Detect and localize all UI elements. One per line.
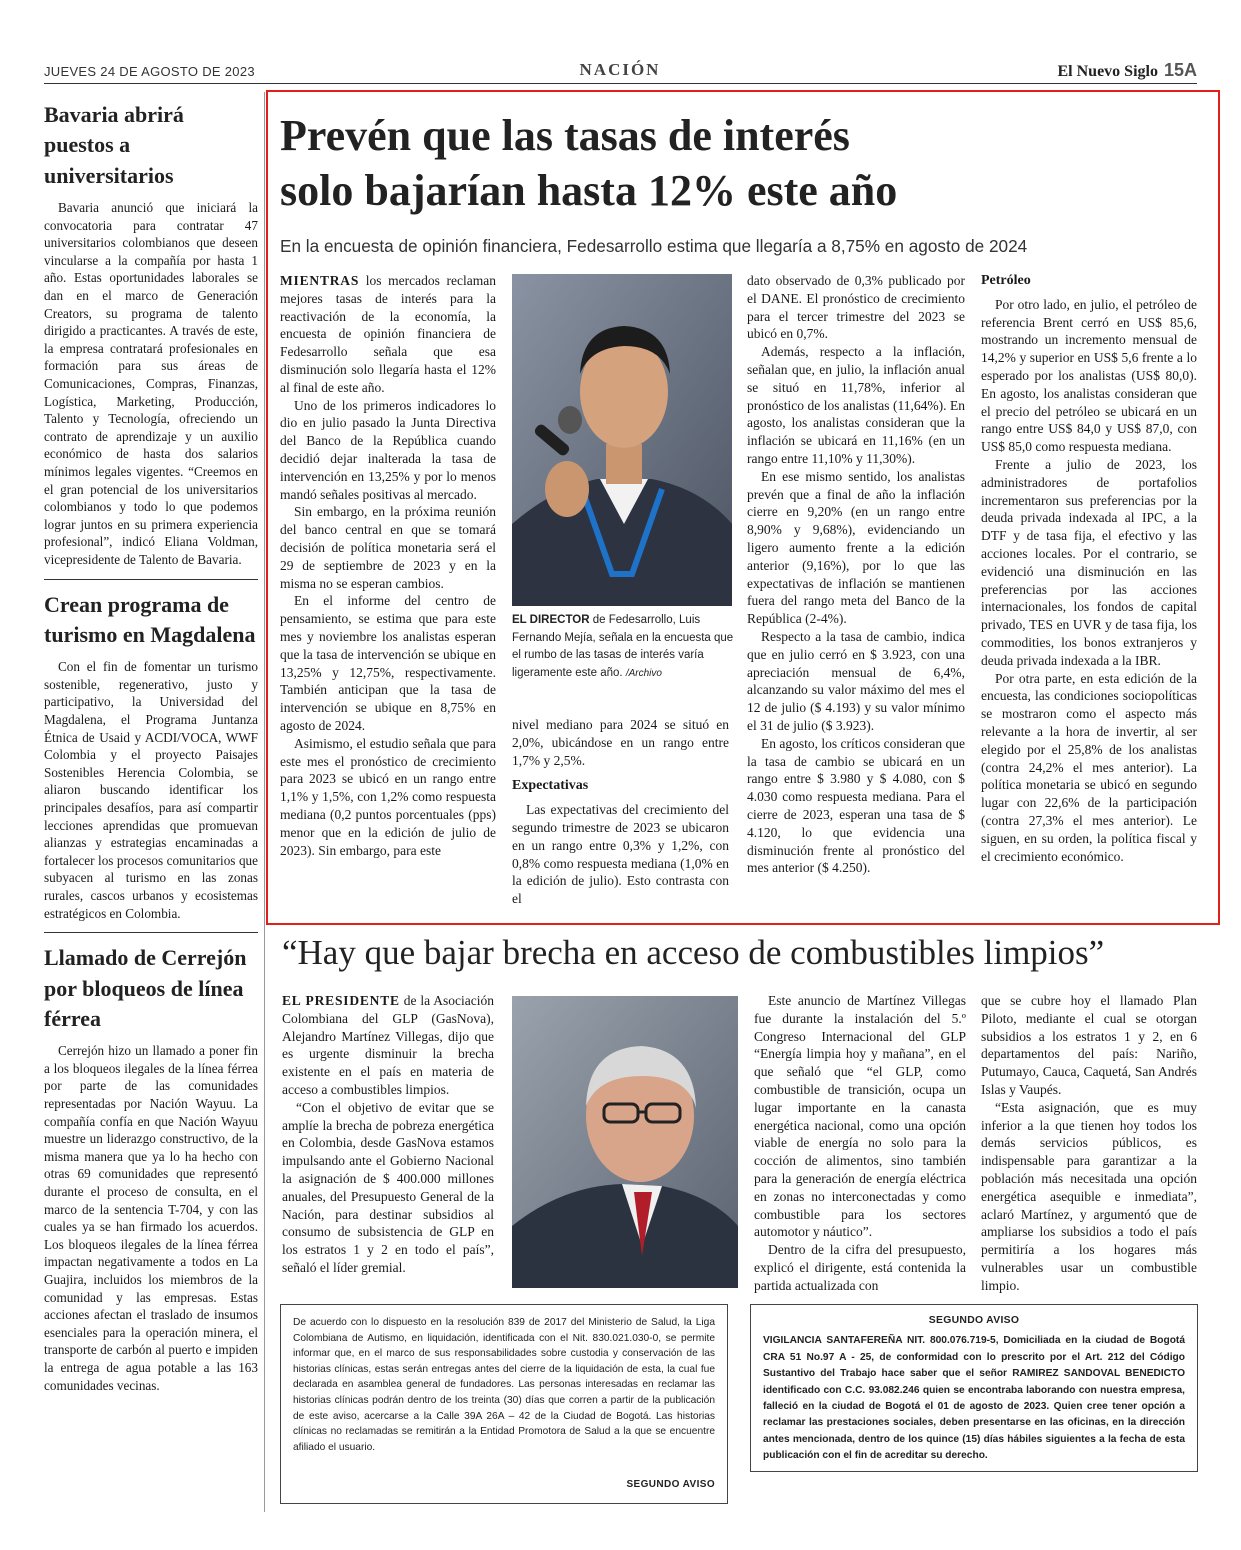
- brief-cerrejon: [44, 943, 258, 1394]
- paragraph: Por otro lado, en julio, el petróleo de referencia Brent cerró en US$ 85,6, mostrando un incremento mensual de 14,2% y superior en US$ 5,6 frente a lo esperado por los analistas (US$ 80,0). En agosto, los analistas consideran que el precio del petróleo se ubicará en un rango entre US$ 84,0 y US$ 87,0, con US$ 85,0 como respuesta mediana.: [981, 296, 1197, 455]
- article-column-2: [512, 716, 729, 908]
- caption-kicker: EL DIRECTOR: [512, 614, 590, 626]
- brief-body: Con el fin de fomentar un turismo sostenible, regenerativo, justo y participativo, la Universidad del Magdalena, el Programa Juntanza Étnica de Usaid y ACDI/VOCA, WWF Colombia y el proyecto Paisajes Sostenibles Herencia Colombia, se aliaron buscando identificar los principales desafíos, para así compartir lecciones aprendidas que promuevan alianzas y estrategias encaminadas a fortalecer los procesos comunitarios que subyacen al turismo en las zonas rurales, cascos urbanos y ecosistemas estratégicos en Colombia.: [44, 659, 258, 921]
- director-photo-illustration: [512, 274, 732, 606]
- article2-column-2: [754, 992, 966, 1295]
- lead-paragraph: EL PRESIDENTE de la Asociación Colombiana del GLP (GasNova), Alejandro Martínez Villegas, dijo que es urgente disminuir la brecha existente en el país en materia de acceso a combustibles limpios.: [282, 993, 494, 1097]
- paragraph: Además, respecto a la inflación, señalan que, en julio, la inflación anual se situó en 11,78%, inferior al pronóstico de los analistas (11,64%). En agosto, los analistas consideran que la inflación se ubicará en 11,16% (en un rango entre 11,10% y 11,30%).: [747, 344, 965, 466]
- article2-column-3: [981, 992, 1197, 1295]
- article-headline: [280, 108, 1200, 219]
- paragraph: En ese mismo sentido, los analistas prevén que a final de año la inflación cierre en 9,20% (en un rango entre 8,90% y 9,68%), evidenciando un ligero aumento frente a la edición anterior (9,16%), por lo que las expectativas de inflación se mantienen fuera del rango meta del Banco de la República (2-4%).: [747, 468, 965, 627]
- photo-director: [512, 274, 732, 606]
- notice-body: De acuerdo con lo dispuesto en la resolución 839 de 2017 del Ministerio de Salud, la Liga Colombiana de Autismo, en liquidación, identificada con el Nit. 830.021.030-0, se permite informar que, en el marco de sus responsabilidades sobre custodia y conservación de las historias clínicas, estas serán entregas antes del cierre de la liquidación de esta, la cual fue declarada en asamblea general de fundadores. Las personas interesadas en reclamar las historias clínicas podrán dentro de los treinta (30) días que corren a partir de la publicación de este aviso, acercarse a la Calle 39A 26A – 42 de la Ciudad de Bogotá. Las historias clínicas no reclamadas se remitirán a la Entidad Promotora de Salud a la que se encuentre afiliado el usuario.: [293, 1317, 715, 1453]
- article-column-3: [747, 272, 965, 877]
- notice-body: VIGILANCIA SANTAFEREÑA NIT. 800.076.719-5, Domiciliada en la ciudad de Bogotá CRA 51 No.97 A - 25, de conformidad con lo prescrito por el Art. 212 del Código Sustantivo del Trabajo hace saber que el señor RAMIREZ SANDOVAL BENEDICTO identificado con C.C. 93.082.246 quien se encontraba laborando con nuestra empresa, falleció en la ciudad de Bogotá el 01 de agosto de 2023. Quien cree tener opción a reclamar las prestaciones sociales, deben presentarse en las oficinas, en la dirección antes mencionada, dentro de los quince (15) días hábiles siguientes a la fecha de esta publicación con el fin de acreditar su derecho.: [763, 1335, 1185, 1462]
- lead-kicker: MIENTRAS: [280, 273, 360, 288]
- headline-line-1: Prevén que las tasas de interés: [280, 111, 850, 160]
- president-photo-illustration: [512, 996, 738, 1288]
- article-column-1: [280, 272, 496, 859]
- brief-title: Crean programa de turismo en Magdalena: [44, 591, 256, 647]
- article-subtitle: En la encuesta de opinión financiera, Fedesarrollo estima que llegaría a 8,75% en agosto de 2024: [280, 236, 1028, 256]
- brief-body: Cerrejón hizo un llamado a poner fin a los bloqueos ilegales de la línea férrea por parte de las comunidades representadas por Nación Wayuu. La compañía confía en que Nación Wayuu muestre un liderazgo constructivo, de la misma manera que ya lo ha hecho con otras 69 comunidades que representó durante el proceso de consulta, en el marco de la sentencia T-704, y con las cuales ya se han firmado los acuerdos. Los bloqueos ilegales de la línea férrea impactan negativamente a todos en La Guajira, incluidos los miembros de la comunidad y las empresas. Estas acciones afectan el traslado de insumos esenciales para la operación minera, el transporte de carbón al puerto e impiden la entrega de agua potable a las 163 comunidades vecinas.: [44, 1043, 258, 1393]
- paragraph: dato observado de 0,3% publicado por el DANE. El pronóstico de crecimiento para el tercer trimestre del 2023 se ubicó en 0,7%.: [747, 273, 965, 342]
- lead-kicker: EL PRESIDENTE: [282, 993, 400, 1008]
- paragraph: que se cubre hoy el llamado Plan Piloto, mediante el cual se otorgan subsidios a los estratos 1 y 2, en 6 departamentos del país: Nariño, Putumayo, Cauca, Caquetá, San Andrés Islas y Vaupés.: [981, 993, 1197, 1097]
- brief-turismo: [44, 590, 258, 923]
- legal-notice-autism-league: [280, 1304, 728, 1504]
- legal-notice-vigilancia: [750, 1304, 1198, 1472]
- lead-paragraph: MIENTRAS los mercados reclaman mejores tasas de interés para la reactivación de la economía, la encuesta de opinión financiera de Fedesarrollo señala que esa disminución solo llegaría hasta el 12% al final de este año.: [280, 273, 496, 395]
- page-number: 15A: [1163, 60, 1197, 80]
- paragraph: Uno de los primeros indicadores lo dio en julio pasado la Junta Directiva del Banco de la República cuando decidió dejar inalterada la tasa de intervención en 13,25% y por lo menos mandó señales positivas al mercado.: [280, 397, 496, 502]
- paragraph: Este anuncio de Martínez Villegas fue durante la instalación del 5.º Congreso Internacional del GLP “Energía limpia hoy y mañana”, en el que señaló que “el GLP, como combustible de transición, ocupa un lugar importante en la canasta energética nacional, como una opción viable de energía no solo para la cocción de alimentos, sino también para la generación de energía eléctrica en zonas no interconectadas y como combustible para los sectores automotor y náutico”.: [754, 993, 966, 1240]
- paragraph: Asimismo, el estudio señala que para este mes el pronóstico de crecimiento para 2023 se ubicó en un rango entre 1,1% y 1,5%, con 1,2% como respuesta mediana (0,2 puntos porcentuales (pps) menor que en la edición de julio de 2023). Sin embargo, para este: [280, 735, 496, 858]
- paragraph: Las expectativas del crecimiento del segundo trimestre de 2023 se ubicaron en un rango entre 0,3% y 1,2%, con 0,8% como respuesta mediana (1,0% en la edición de julio). Esto contrasta con el: [512, 802, 729, 907]
- section-name: NACIÓN: [579, 60, 661, 79]
- column-separator: [264, 92, 265, 1512]
- page-date: JUEVES 24 DE AGOSTO DE 2023: [44, 64, 255, 79]
- brief-bavaria: [44, 100, 258, 569]
- newspaper-title: El Nuevo Siglo: [1057, 63, 1158, 80]
- paragraph: Dentro de la cifra del presupuesto, explicó el dirigente, está contenida la partida actualizada con: [754, 1242, 966, 1293]
- paragraph: En el informe del centro de pensamiento, se estima que para este mes y noviembre los analistas esperan que la tasa de intervención se ubique en 13,25% y 12,75%, respectivamente. También anticipan que la tasa de intervención se ubique en 8,75% en agosto de 2024.: [280, 593, 496, 733]
- brief-title: Llamado de Cerrejón por bloqueos de línea férrea: [44, 945, 247, 1031]
- brief-body: Bavaria anunció que iniciará la convocatoria para contratar 47 universitarios colombianos que deseen vincularse a la compañía por hasta 1 año. Estas oportunidades laborales se dan en el marco de Generación Creators, su programa de talento dirigido a practicantes. A través de este, la empresa contratará profesionales en formación para sus áreas de Comunicaciones, Compras, Finanzas, Logística, Marketing, Producción, Talento y Tecnología, ofreciendo un contrato de aprendizaje y un auxilio económico de hasta dos salarios mínimos legales vigentes. “Creemos en el gran potencial de los universitarios colombianos y todo lo que podemos lograr juntos en su primera experiencia profesional”, indicó Eliana Voldman, vicepresidente de Talento de Bavaria.: [44, 200, 258, 567]
- paragraph: Por otra parte, en esta edición de la encuesta, las condiciones sociopolíticas se mostraron como el aspecto más relevante a la hora de invertir, al ser elegido por el 25,8% de los analistas (contra 24,2% el mes anterior). La política monetaria se ubicó en segundo lugar con 22,6% de la participación (contra 27,3% el mes anterior). Le siguen, en su orden, la política fiscal y el crecimiento económico.: [981, 670, 1197, 864]
- header-rule: [44, 83, 1197, 84]
- paragraph: “Esta asignación, que es muy inferior a la que tienen hoy todos los demás servicios públicos, es indispensable para garantizar a la población más necesitada una opción energética asequible e inmediata”, aclaró Martínez, y argumentó que de ampliarse los subsidios a todo el país permitiría a los hogares más vulnerables usar un combustible limpio.: [981, 1099, 1197, 1293]
- paragraph: “Con el objetivo de evitar que se amplíe la brecha de pobreza energética en Colombia, desde GasNova estamos impulsando ante el Gobierno Nacional la asignación de $ 400.000 millones anuales, del Presupuesto General de la Nación, para destinar subsidios al consumo de subsistencia de GLP en los estratos 1 y 2 en todo el país”, señaló el líder gremial.: [282, 1099, 494, 1275]
- paragraph: En agosto, los críticos consideran que la tasa de cambio se ubicará en un rango entre $ 3.980 y $ 4.080, con $ 4.030 como respuesta mediana. Para el cierre de 2023, esperan una tasa de $ 4.120, lo que evidencia una disminución frente al pronóstico del mes anterior ($ 4.250).: [747, 735, 965, 876]
- newspaper-name: [1058, 60, 1198, 81]
- photo-president: [512, 996, 738, 1288]
- photo-caption: EL DIRECTOR de Fedesarrollo, Luis Fernando Mejía, señala en la encuesta que el rumbo de las tasas de interés varía ligeramente este año. /Archivo: [512, 614, 734, 679]
- article2-column-1: [282, 992, 494, 1277]
- notice-label: SEGUNDO AVISO: [626, 1479, 715, 1491]
- paragraph: Respecto a la tasa de cambio, indica que en julio cerró en $ 3.923, con una apreciación mensual de 6,4%, alcanzando su valor máximo del mes el 12 de julio ($ 4.193) y su valor mínimo el 31 de julio ($ 3.923).: [747, 628, 965, 733]
- brief-title: Bavaria abrirá puestos a universitarios: [44, 102, 184, 188]
- paragraph: nivel mediano para 2024 se situó en 2,0%, ubicándose en un rango entre 1,7% y 2,5%.: [512, 717, 729, 768]
- brief-divider: [44, 579, 258, 580]
- paragraph: Sin embargo, en la próxima reunión del banco central en que se tomará decisión de política monetaria será el 29 de septiembre de 2023 y en la misma no se esperan cambios.: [280, 504, 496, 591]
- brief-divider: [44, 932, 258, 933]
- notice-title: SEGUNDO AVISO: [928, 1315, 1020, 1326]
- paragraph: Frente a julio de 2023, los administradores de portafolios incrementaron sus preferencias por la deuda privada indexada al IPC, a la DTF y de tasa fija, el efectivo y las acciones locales. Por el contrario, se evidenció una disminución en las preferencias por las acciones internacionales, los fondos de capital privado, TES en UVR y de tasa fija, los commodities, los bonos extranjeros y deuda privada indexada a la IBR.: [981, 456, 1197, 668]
- article-column-4: [981, 272, 1197, 865]
- article2-headline: “Hay que bajar brecha en acceso de combustibles limpios”: [282, 933, 1105, 972]
- headline-line-2: solo bajarían hasta 12% este año: [280, 166, 898, 216]
- subheading-expectativas: Expectativas: [512, 778, 589, 794]
- briefs-column: [44, 100, 258, 1404]
- photo-credit: /Archivo: [625, 667, 662, 679]
- subheading-petroleo: Petróleo: [981, 273, 1031, 288]
